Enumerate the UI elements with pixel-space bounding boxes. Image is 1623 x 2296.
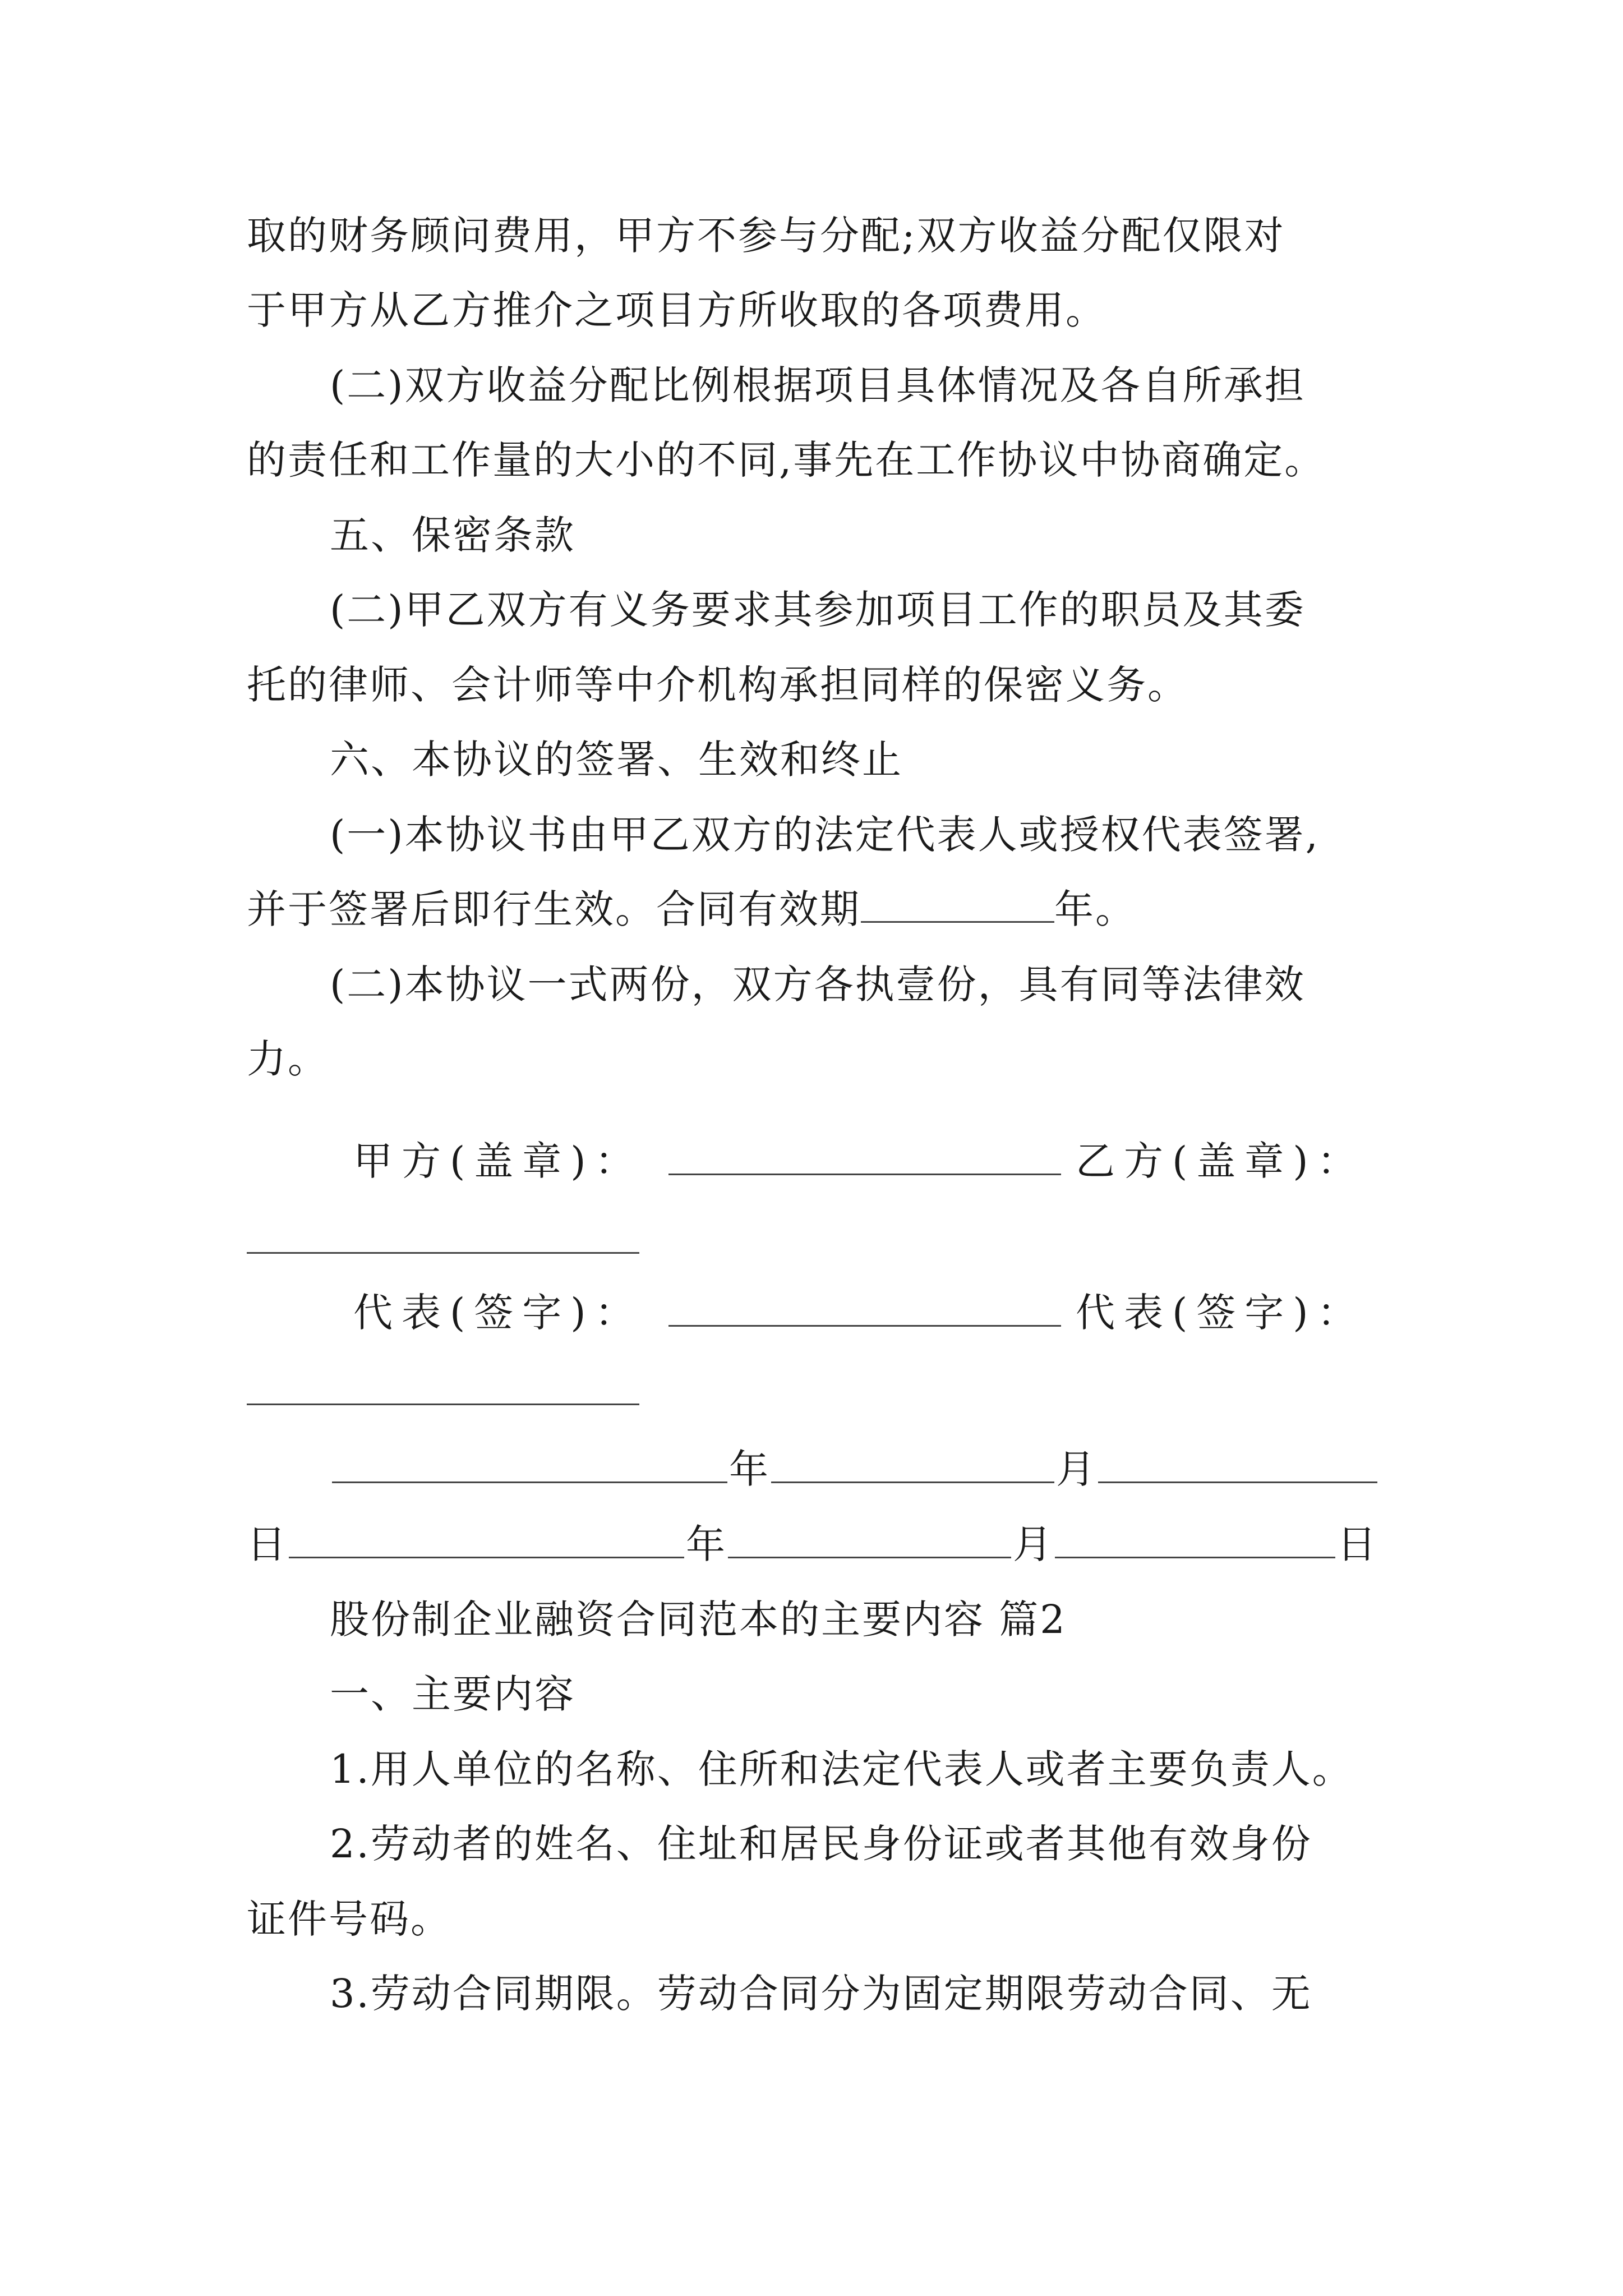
paragraph-text: 年。 [1054,886,1136,932]
date-day-label-2: 日 [1337,1521,1378,1567]
paragraph-line: (一)本协议书由甲乙双方的法定代表人或授权代表签署, [330,812,1320,858]
date-year-label-2: 年 [686,1521,727,1567]
list-item: 3.劳动合同期限。劳动合同分为固定期限劳动合同、无 [330,1971,1312,2017]
date-year-blank [332,1481,727,1483]
date-day-blank [1098,1481,1377,1483]
rep-b-sign-blank [247,1404,639,1405]
date-month-label-2: 月 [1013,1521,1054,1567]
rep-a-sign-label: 代表(签字)： [353,1290,643,1336]
list-item: 2.劳动者的姓名、住址和居民身份证或者其他有效身份 [330,1821,1312,1867]
party-b-seal-label: 乙方(盖章)： [1076,1138,1366,1184]
date-month-blank-2 [728,1557,1011,1558]
section-heading-5: 五、保密条款 [330,512,575,558]
paragraph-line [247,884,1136,935]
party-a-seal-label: 甲方(盖章)： [353,1138,643,1184]
party-b-seal-blank [247,1252,639,1254]
paragraph-line: 取的财务顾问费用，甲方不参与分配;双方收益分配仅限对 [247,213,1285,259]
rep-a-sign-blank [668,1325,1061,1327]
date-day-blank-2 [1055,1557,1335,1558]
section2-heading-1: 一、主要内容 [330,1671,575,1717]
paragraph-line: (二)本协议一式两份，双方各执壹份，具有同等法律效 [330,961,1306,1007]
list-item: 1.用人单位的名称、住所和法定代表人或者主要负责人。 [330,1746,1353,1792]
paragraph-line: (二)甲乙双方有义务要求其参加项目工作的职员及其委 [330,587,1306,633]
paragraph-line: 力。 [247,1036,329,1082]
date-month-blank [771,1481,1054,1483]
date-day-label: 日 [247,1521,288,1567]
party-a-seal-blank [668,1174,1061,1175]
paragraph-line: (二)双方收益分配比例根据项目具体情况及各自所承担 [330,362,1306,408]
section2-title: 股份制企业融资合同范本的主要内容 篇2 [330,1596,1067,1642]
rep-b-sign-label: 代表(签字)： [1076,1290,1366,1336]
section-heading-6: 六、本协议的签署、生效和终止 [330,737,903,783]
paragraph-line: 托的律师、会计师等中介机构承担同样的保密义务。 [247,662,1188,708]
paragraph-text: 并于签署后即行生效。合同有效期 [247,886,861,932]
date-year-blank-2 [289,1557,684,1558]
paragraph-line: 的责任和工作量的大小的不同,事先在工作协议中协商确定。 [247,437,1326,483]
paragraph-line: 于甲方从乙方推介之项目方所收取的各项费用。 [247,287,1106,333]
date-month-label: 月 [1056,1446,1097,1492]
date-year-label: 年 [729,1446,770,1492]
term-blank [861,889,1054,923]
list-item-continuation: 证件号码。 [247,1896,451,1942]
